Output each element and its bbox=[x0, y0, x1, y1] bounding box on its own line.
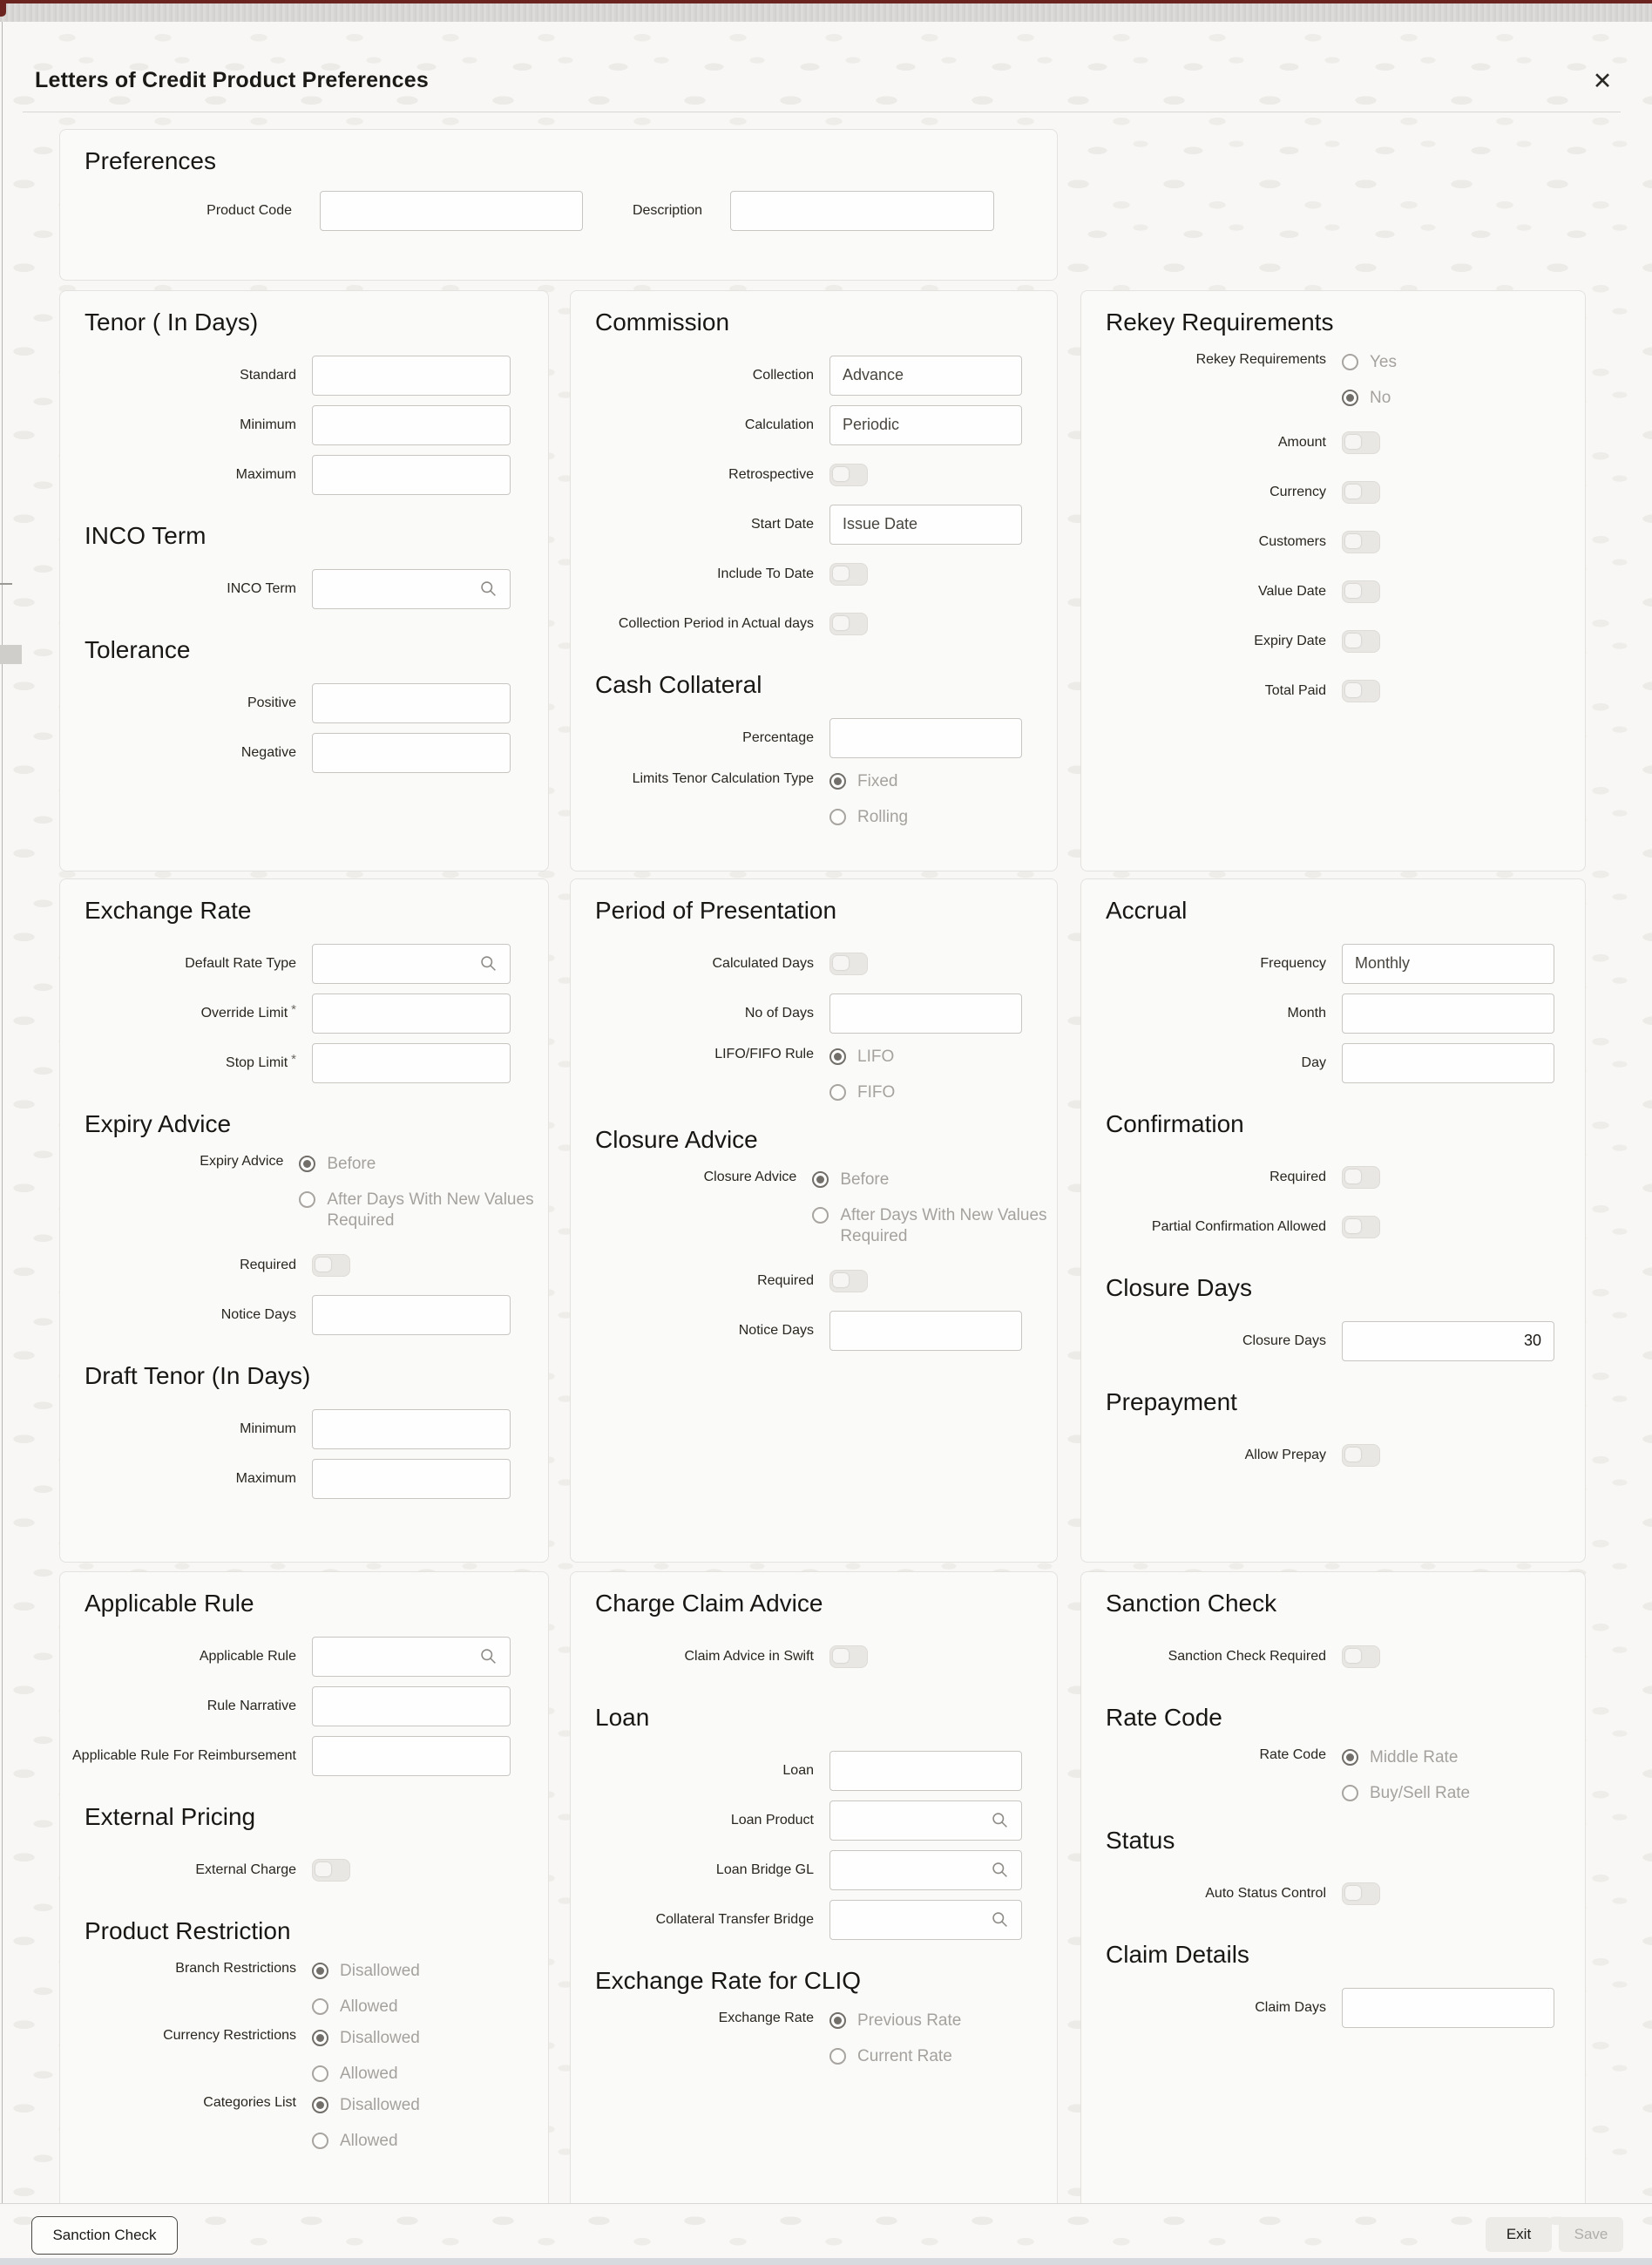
rekey-panel bbox=[1080, 290, 1586, 871]
customers-toggle[interactable] bbox=[1342, 531, 1380, 553]
frequency-input[interactable]: Monthly bbox=[1342, 944, 1554, 984]
radio-selected-icon bbox=[812, 1171, 829, 1188]
applicable-rule-panel bbox=[59, 1571, 549, 2256]
value-date-label: Value Date bbox=[1258, 583, 1326, 599]
loan-label: Loan bbox=[782, 1762, 814, 1778]
description-label: Description bbox=[632, 203, 702, 218]
search-icon bbox=[991, 1910, 1009, 1929]
radio-selected-icon bbox=[312, 1963, 328, 1979]
rolling-radio[interactable]: Rolling bbox=[829, 807, 908, 828]
search-icon bbox=[479, 954, 498, 973]
retrospective-label: Retrospective bbox=[728, 466, 814, 482]
confirmation-required-label: Required bbox=[1269, 1169, 1326, 1184]
accrual-heading: Accrual bbox=[1106, 897, 1188, 924]
closure-required-label: Required bbox=[757, 1272, 814, 1288]
override-limit-input[interactable] bbox=[312, 993, 511, 1034]
radio-icon bbox=[312, 2065, 328, 2082]
value-date-toggle[interactable] bbox=[1342, 580, 1380, 603]
radio-icon bbox=[829, 1084, 846, 1101]
collection-input[interactable]: Advance bbox=[829, 356, 1022, 396]
presentation-panel bbox=[570, 878, 1058, 1563]
closure-before-radio[interactable]: Before bbox=[812, 1170, 1057, 1190]
day-input[interactable] bbox=[1342, 1043, 1554, 1083]
loan-input[interactable] bbox=[829, 1751, 1022, 1791]
draft-minimum-label: Minimum bbox=[240, 1421, 296, 1436]
fixed-radio[interactable]: Fixed bbox=[829, 771, 908, 792]
search-icon bbox=[991, 1861, 1009, 1879]
radio-icon bbox=[829, 809, 846, 825]
maximum-input[interactable] bbox=[312, 455, 511, 495]
amount-toggle[interactable] bbox=[1342, 431, 1380, 454]
calculated-days-label: Calculated Days bbox=[712, 955, 814, 971]
percentage-label: Percentage bbox=[742, 729, 814, 745]
product-restriction-heading: Product Restriction bbox=[85, 1917, 291, 1944]
corner-accent bbox=[0, 0, 6, 17]
current-rate-radio[interactable]: Current Rate bbox=[829, 2046, 961, 2067]
radio-selected-icon bbox=[1342, 1749, 1358, 1766]
page-title: Letters of Credit Product Preferences bbox=[35, 68, 429, 92]
left-edge-line bbox=[2, 22, 3, 2265]
positive-label: Positive bbox=[247, 695, 296, 710]
sanction-heading: Sanction Check bbox=[1106, 1590, 1277, 1617]
tolerance-heading: Tolerance bbox=[85, 636, 191, 663]
accrual-panel bbox=[1080, 878, 1586, 1563]
charge-claim-heading: Charge Claim Advice bbox=[595, 1590, 823, 1617]
radio-selected-icon bbox=[312, 2030, 328, 2046]
bottom-edge-strip bbox=[0, 2258, 1652, 2265]
prepayment-heading: Prepayment bbox=[1106, 1388, 1237, 1415]
calculation-input[interactable]: Periodic bbox=[829, 405, 1022, 445]
include-to-date-label: Include To Date bbox=[717, 566, 814, 581]
exit-button[interactable]: Exit bbox=[1486, 2217, 1552, 2252]
total-paid-toggle[interactable] bbox=[1342, 680, 1380, 702]
preferences-panel bbox=[59, 129, 1058, 281]
sanction-check-button[interactable]: Sanction Check bbox=[31, 2216, 178, 2255]
sanction-panel bbox=[1080, 1571, 1586, 2256]
expiry-date-label: Expiry Date bbox=[1254, 633, 1326, 648]
collection-period-label: Collection Period in Actual days bbox=[618, 615, 814, 631]
rekey-requirements-label: Rekey Requirements bbox=[1195, 352, 1326, 367]
collection-period-toggle[interactable] bbox=[829, 613, 868, 635]
loan-bridge-gl-label: Loan Bridge GL bbox=[715, 1862, 814, 1877]
external-charge-label: External Charge bbox=[195, 1862, 296, 1877]
save-button[interactable]: Save bbox=[1559, 2217, 1623, 2252]
cliq-heading: Exchange Rate for CLIQ bbox=[595, 1967, 862, 1994]
exchange-rate-heading: Exchange Rate bbox=[85, 897, 252, 924]
draft-maximum-input[interactable] bbox=[312, 1459, 511, 1499]
expiry-after-radio[interactable]: After Days With New Values Required bbox=[299, 1190, 548, 1231]
maximum-label: Maximum bbox=[235, 466, 296, 482]
commission-panel bbox=[570, 290, 1058, 871]
minimum-input[interactable] bbox=[312, 405, 511, 445]
inco-heading: INCO Term bbox=[85, 522, 206, 549]
allow-prepay-label: Allow Prepay bbox=[1244, 1447, 1326, 1462]
applicable-rule-heading: Applicable Rule bbox=[85, 1590, 254, 1617]
expiry-notice-days-input[interactable] bbox=[312, 1295, 511, 1335]
exchange-rate-panel bbox=[59, 878, 549, 1563]
radio-icon bbox=[312, 1998, 328, 2015]
radio-selected-icon bbox=[829, 773, 846, 790]
closure-days-label: Closure Days bbox=[1242, 1333, 1326, 1348]
claim-days-label: Claim Days bbox=[1255, 1999, 1326, 2015]
draft-tenor-heading: Draft Tenor (In Days) bbox=[85, 1362, 311, 1389]
categories-allowed-radio[interactable]: Allowed bbox=[312, 2131, 420, 2152]
footer-bar bbox=[0, 2203, 1652, 2259]
left-edge-tick bbox=[0, 583, 12, 585]
external-charge-toggle[interactable] bbox=[312, 1859, 350, 1882]
tenor-heading: Tenor ( In Days) bbox=[85, 309, 259, 336]
closure-after-radio[interactable]: After Days With New Values Required bbox=[812, 1205, 1057, 1247]
window-chrome-strip bbox=[0, 3, 1652, 22]
description-input[interactable] bbox=[730, 191, 994, 231]
auto-status-toggle[interactable] bbox=[1342, 1882, 1380, 1905]
previous-rate-radio[interactable]: Previous Rate bbox=[829, 2011, 961, 2031]
total-paid-label: Total Paid bbox=[1264, 682, 1326, 698]
negative-label: Negative bbox=[240, 744, 296, 760]
search-icon bbox=[991, 1811, 1009, 1829]
applicable-rule-search-input[interactable] bbox=[312, 1637, 511, 1677]
radio-selected-icon bbox=[299, 1156, 315, 1172]
charge-claim-panel bbox=[570, 1571, 1058, 2256]
confirmation-required-toggle[interactable] bbox=[1342, 1166, 1380, 1189]
month-label: Month bbox=[1287, 1005, 1326, 1021]
start-date-label: Start Date bbox=[750, 516, 814, 532]
rate-code-label: Rate Code bbox=[1259, 1747, 1326, 1762]
closure-notice-days-input[interactable] bbox=[829, 1311, 1022, 1351]
currency-allowed-radio[interactable]: Allowed bbox=[312, 2064, 420, 2085]
loan-product-label: Loan Product bbox=[730, 1812, 814, 1828]
collateral-transfer-label: Collateral Transfer Bridge bbox=[655, 1911, 814, 1927]
closure-days-heading: Closure Days bbox=[1106, 1274, 1253, 1301]
default-rate-type-label: Default Rate Type bbox=[185, 955, 296, 971]
search-icon bbox=[479, 580, 498, 598]
expiry-date-toggle[interactable] bbox=[1342, 630, 1380, 653]
claim-details-heading: Claim Details bbox=[1106, 1941, 1249, 1968]
collection-label: Collection bbox=[752, 367, 814, 383]
browser-top-bar bbox=[0, 0, 1652, 3]
draft-maximum-label: Maximum bbox=[235, 1470, 296, 1486]
sanction-required-label: Sanction Check Required bbox=[1168, 1648, 1326, 1664]
commission-heading: Commission bbox=[595, 309, 730, 336]
month-input[interactable] bbox=[1342, 993, 1554, 1034]
loan-product-search-input[interactable] bbox=[829, 1800, 1022, 1841]
middle-rate-radio[interactable]: Middle Rate bbox=[1342, 1747, 1470, 1768]
collateral-transfer-search-input[interactable] bbox=[829, 1900, 1022, 1940]
amount-label: Amount bbox=[1277, 434, 1326, 450]
preferences-heading: Preferences bbox=[85, 147, 216, 174]
branch-allowed-radio[interactable]: Allowed bbox=[312, 1997, 420, 2017]
rule-narrative-label: Rule Narrative bbox=[206, 1698, 296, 1713]
claim-advice-swift-toggle[interactable] bbox=[829, 1645, 868, 1668]
cliq-exchange-rate-label: Exchange Rate bbox=[718, 2011, 814, 2025]
loan-heading: Loan bbox=[595, 1704, 650, 1731]
radio-icon bbox=[1342, 354, 1358, 370]
calculation-label: Calculation bbox=[744, 417, 814, 432]
branch-restrictions-label: Branch Restrictions bbox=[175, 1961, 296, 1976]
radio-selected-icon bbox=[829, 1048, 846, 1065]
day-label: Day bbox=[1301, 1055, 1326, 1070]
tenor-panel bbox=[59, 290, 549, 871]
retrospective-toggle[interactable] bbox=[829, 464, 868, 486]
lifo-fifo-label: LIFO/FIFO Rule bbox=[714, 1047, 814, 1061]
expiry-notice-days-label: Notice Days bbox=[220, 1306, 296, 1322]
closure-advice-heading: Closure Advice bbox=[595, 1126, 758, 1153]
no-of-days-label: No of Days bbox=[744, 1005, 814, 1021]
applicable-rule-label: Applicable Rule bbox=[199, 1648, 296, 1664]
required-asterisk: * bbox=[291, 1051, 296, 1067]
product-code-label: Product Code bbox=[206, 203, 292, 218]
minimum-label: Minimum bbox=[240, 417, 296, 432]
left-edge-box bbox=[0, 645, 22, 664]
product-code-input[interactable] bbox=[320, 191, 583, 231]
currency-toggle[interactable] bbox=[1342, 481, 1380, 504]
rekey-yes-radio[interactable]: Yes bbox=[1342, 352, 1397, 373]
stop-limit-label: Stop Limit * bbox=[226, 1051, 296, 1070]
buy-sell-rate-radio[interactable]: Buy/Sell Rate bbox=[1342, 1783, 1470, 1804]
customers-label: Customers bbox=[1258, 533, 1326, 549]
frequency-label: Frequency bbox=[1260, 955, 1326, 971]
search-icon bbox=[479, 1647, 498, 1665]
rekey-heading: Rekey Requirements bbox=[1106, 309, 1334, 336]
start-date-input[interactable]: Issue Date bbox=[829, 505, 1022, 545]
presentation-heading: Period of Presentation bbox=[595, 897, 837, 924]
currency-label: Currency bbox=[1269, 484, 1326, 499]
claim-days-input[interactable] bbox=[1342, 1988, 1554, 2028]
expiry-before-radio[interactable]: Before bbox=[299, 1154, 548, 1175]
expiry-advice-heading: Expiry Advice bbox=[85, 1110, 232, 1137]
closure-advice-label: Closure Advice bbox=[703, 1170, 797, 1184]
default-rate-type-search-input[interactable] bbox=[312, 944, 511, 984]
draft-minimum-input[interactable] bbox=[312, 1409, 511, 1449]
rule-narrative-input[interactable] bbox=[312, 1686, 511, 1726]
lifo-radio[interactable]: LIFO bbox=[829, 1047, 895, 1068]
closure-required-toggle[interactable] bbox=[829, 1270, 868, 1292]
closure-notice-days-label: Notice Days bbox=[738, 1322, 814, 1338]
currency-restrictions-label: Currency Restrictions bbox=[163, 2028, 296, 2043]
limits-tenor-label: Limits Tenor Calculation Type bbox=[632, 771, 814, 786]
partial-confirmation-toggle[interactable] bbox=[1342, 1216, 1380, 1238]
categories-list-label: Categories List bbox=[203, 2095, 296, 2110]
include-to-date-toggle[interactable] bbox=[829, 563, 868, 586]
radio-selected-icon bbox=[312, 2097, 328, 2113]
radio-icon bbox=[299, 1191, 315, 1208]
partial-confirmation-label: Partial Confirmation Allowed bbox=[1151, 1218, 1326, 1234]
rate-code-heading: Rate Code bbox=[1106, 1704, 1222, 1731]
radio-icon bbox=[829, 2048, 846, 2065]
standard-label: Standard bbox=[240, 367, 296, 383]
standard-input[interactable] bbox=[312, 356, 511, 396]
reimbursement-rule-label: Applicable Rule For Reimbursement bbox=[72, 1747, 296, 1763]
claim-advice-swift-label: Claim Advice in Swift bbox=[684, 1648, 814, 1664]
reimbursement-rule-input[interactable] bbox=[312, 1736, 511, 1776]
status-heading: Status bbox=[1106, 1827, 1175, 1854]
positive-input[interactable] bbox=[312, 683, 511, 723]
external-pricing-heading: External Pricing bbox=[85, 1803, 256, 1830]
inco-term-label: INCO Term bbox=[227, 580, 296, 596]
negative-input[interactable] bbox=[312, 733, 511, 773]
sanction-required-toggle[interactable] bbox=[1342, 1645, 1380, 1668]
stop-limit-input[interactable] bbox=[312, 1043, 511, 1083]
radio-icon bbox=[312, 2133, 328, 2149]
close-icon[interactable]: ✕ bbox=[1592, 67, 1613, 94]
auto-status-label: Auto Status Control bbox=[1205, 1885, 1326, 1901]
expiry-required-toggle[interactable] bbox=[312, 1254, 350, 1277]
cash-collateral-heading: Cash Collateral bbox=[595, 671, 762, 698]
expiry-advice-label: Expiry Advice bbox=[200, 1154, 284, 1169]
loan-bridge-gl-search-input[interactable] bbox=[829, 1850, 1022, 1890]
allow-prepay-toggle[interactable] bbox=[1342, 1444, 1380, 1467]
fifo-radio[interactable]: FIFO bbox=[829, 1082, 895, 1103]
radio-selected-icon bbox=[829, 2012, 846, 2029]
inco-term-search-input[interactable] bbox=[312, 569, 511, 609]
rekey-no-radio[interactable]: No bbox=[1342, 388, 1397, 409]
confirmation-heading: Confirmation bbox=[1106, 1110, 1244, 1137]
categories-disallowed-radio[interactable]: Disallowed bbox=[312, 2095, 420, 2116]
expiry-required-label: Required bbox=[240, 1257, 296, 1272]
radio-icon bbox=[812, 1207, 829, 1224]
branch-disallowed-radio[interactable]: Disallowed bbox=[312, 1961, 420, 1982]
currency-disallowed-radio[interactable]: Disallowed bbox=[312, 2028, 420, 2049]
required-asterisk: * bbox=[291, 1001, 296, 1017]
radio-icon bbox=[1342, 1785, 1358, 1801]
percentage-input[interactable] bbox=[829, 718, 1022, 758]
no-of-days-input[interactable] bbox=[829, 993, 1022, 1034]
closure-days-input[interactable]: 30 bbox=[1342, 1321, 1554, 1361]
override-limit-label: Override Limit * bbox=[200, 1001, 296, 1021]
radio-selected-icon bbox=[1342, 390, 1358, 406]
calculated-days-toggle[interactable] bbox=[829, 953, 868, 975]
